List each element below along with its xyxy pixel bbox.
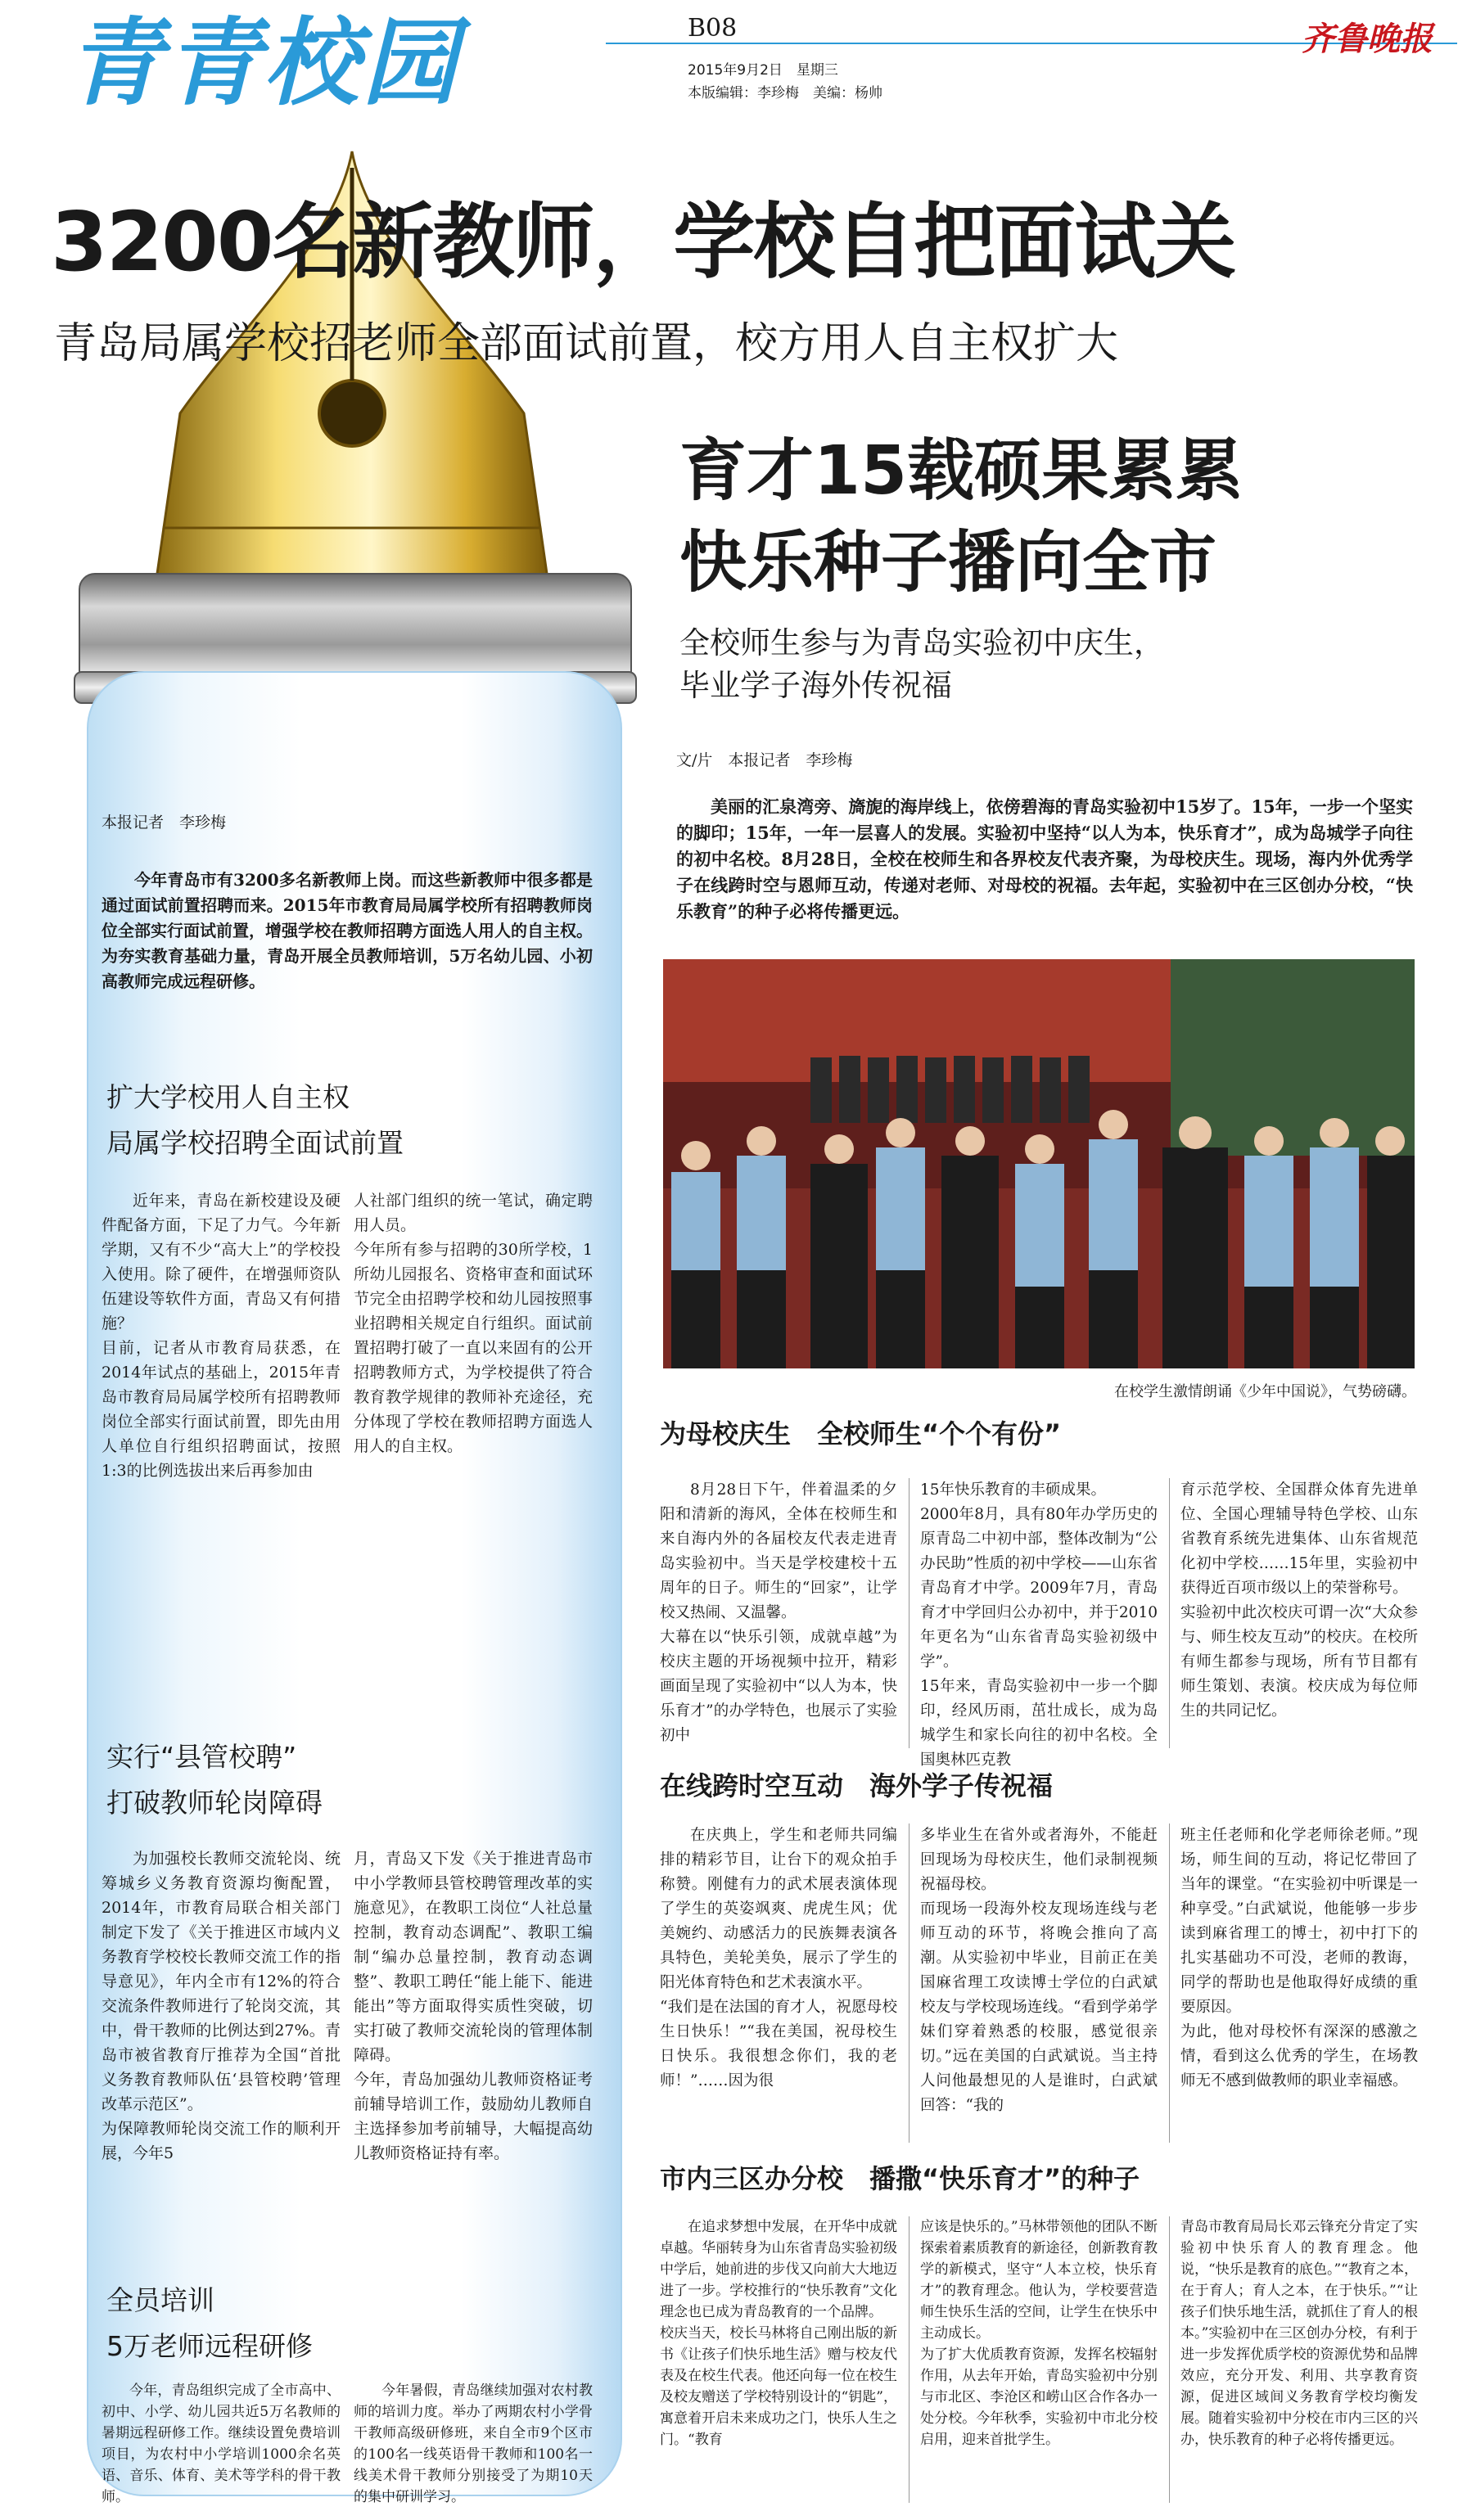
column-divider xyxy=(1169,2216,1170,2503)
main-subhead: 青岛局属学校招老师全部面试前置，校方用人自主权扩大 xyxy=(54,319,1119,368)
main-headline: 3200名新教师，学校自把面试关 xyxy=(51,194,1235,290)
right-sec3-col-a: 在追求梦想中发展，在开华中成就卓越。华丽转身为山东省青岛实验初级中学后，她前进的步伐又向前大大地迈进了一步。学校推行的“快乐教育”文化理念也已成为青岛教育的一个品牌。 校庆当天，校长马林将自己刚出版的新书《让孩子们快乐地生活》赠与校友代表及在校生代表。他还向每一位在校生及校友赠送了学校特别设计的“钥匙”，寓意着开启未来成功之门，快乐人生之门。“教育 xyxy=(660,2219,897,2448)
right-headline-line1: 育才15载硕果累累 xyxy=(679,432,1244,510)
left-lead: 今年青岛市有3200多名新教师上岗。而这些新教师中很多都是通过面试前置招聘而来。2015年市教育局局属学校所有招聘教师岗位全部实行面试前置，增强学校在教师招聘方面选人用人的自主权。为夯实教育基础力量，青岛开展全员教师培训，5万名幼儿园、小初高教师完成远程研修。 xyxy=(102,870,593,991)
editors-line: 本版编辑：李珍梅 美编：杨帅 xyxy=(688,85,882,101)
stage-photo xyxy=(663,959,1415,1368)
right-sec2-col-a: 在庆典上，学生和老师共同编排的精彩节目，让台下的观众拍手称赞。刚健有力的武术展表演体现了学生的英姿飒爽、虎虎生风；优美婉约、动感活力的民族舞表演各具特色，美轮美奂，展示了学生的阳光体育特色和艺术表演水平。 “我们是在法国的育才人，祝愿母校生日快乐！”“我在美国，祝母校生日快乐。我很想念你们，我的老师！”……因为很 xyxy=(660,1827,897,2089)
left-sec2-heading-2: 打破教师轮岗障碍 xyxy=(106,1787,323,1819)
left-sec1-heading-2: 局属学校招聘全面试前置 xyxy=(106,1127,404,1159)
left-byline: 本报记者 李珍梅 xyxy=(102,814,227,832)
left-sec3-heading-1: 全员培训 xyxy=(106,2284,214,2316)
right-sec2-col-c: 班主任老师和化学老师徐老师。”现场，师生间的互动，将记忆带回了当年的课堂。“在实验初中听课是一种享受。”白武斌说，他能够一步步读到麻省理工的博士，初中打下的扎实基础功不可没，老师的教诲，同学的帮助也是他取得好成绩的重要原因。 为此，他对母校怀有深深的感激之情，看到这么优秀的学生，在场教师无不感到做教师的职业幸福感。 xyxy=(1180,1827,1418,2089)
right-sec3-heading: 市内三区办分校 播撒“快乐育才”的种子 xyxy=(660,2163,1140,2194)
right-intro: 美丽的汇泉湾旁、旖旎的海岸线上，依傍碧海的青岛实验初中15岁了。15年，一步一个坚实的脚印；15年，一年一层喜人的发展。实验初中坚持“以人为本，快乐育才”，成为岛城学子向往的初中名校。8月28日，全校在校师生和各界校友代表齐聚，为母校庆生。现场，海内外优秀学子在线跨时空与恩师互动，传递对老师、对母校的祝福。去年起，实验初中在三区创办分校，“快乐教育”的种子必将传播更远。 xyxy=(676,796,1413,922)
right-sec1-col-a: 8月28日下午，伴着温柔的夕阳和清新的海风，全体在校师生和来自海内外的各届校友代表走进青岛实验初中。当天是学校建校十五周年的日子。师生的“回家”，让学校又热闹、又温馨。 大幕在以“快乐引领，成就卓越”为校庆主题的开场视频中拉开，精彩画面呈现了实验初中“以人为本，快乐育才”的办学特色，也展示了实验初中 xyxy=(660,1481,897,1744)
left-sec1-col-a: 近年来，青岛在新校建设及硬件配备方面，下足了力气。今年新学期，又有不少“高大上”的学校投入使用。除了硬件，在增强师资队伍建设等软件方面，青岛又有何措施？ 目前，记者从市教育局获悉，在2014年试点的基础上，2015年青岛市教育局局属学校所有招聘教师岗位全部实行面试前置，即先由用人单位自行组织招聘面试，按照1:3的比例选拔出来后再参加由 xyxy=(102,1192,341,1480)
section-title: 青青校园 xyxy=(67,8,460,119)
right-sec2-heading: 在线跨时空互动 海外学子传祝福 xyxy=(660,1770,1054,1801)
left-sec3-heading-2: 5万老师远程研修 xyxy=(106,2330,313,2362)
page-code: B08 xyxy=(688,14,738,43)
left-sec2-heading-1: 实行“县管校聘” xyxy=(106,1741,297,1773)
column-divider xyxy=(1169,1824,1170,2143)
right-sec1-col-c: 育示范学校、全国群众体育先进单位、全国心理辅导特色学校、山东省教育系统先进集体、山东省规范化初中学校……15年里，实验初中获得近百项市级以上的荣誉称号。 实验初中此次校庆可谓一次“大众参与、师生校友互动”的校庆。在校所有师生都参与现场，所有节目都有师生策划、表演。校庆成为每位师生的共同记忆。 xyxy=(1180,1481,1418,1720)
left-sec1-heading-1: 扩大学校用人自主权 xyxy=(106,1081,350,1113)
newspaper-logo: 齐鲁晚报 xyxy=(1302,20,1433,58)
column-divider xyxy=(909,2216,910,2503)
column-divider xyxy=(909,1824,910,2143)
right-sec1-heading: 为母校庆生 全校师生“个个有份” xyxy=(660,1418,1062,1449)
right-byline: 文/片 本报记者 李珍梅 xyxy=(676,751,853,769)
right-subhead-line2: 毕业学子海外传祝福 xyxy=(679,668,952,703)
date-line: 2015年9月2日 星期三 xyxy=(688,62,838,79)
right-subhead-line1: 全校师生参与为青岛实验初中庆生， xyxy=(679,625,1164,660)
left-sec1-col-b: 人社部门组织的统一笔试，确定聘用人员。 今年所有参与招聘的30所学校，1所幼儿园报名、资格审查和面试环节完全由招聘学校和幼儿园按照事业招聘相关规定自行组织。面试前置招聘打破了一直以来固有的公开招聘教师方式，为学校提供了符合教育教学规律的教师补充途径，充分体现了学校在教师招聘方面选人用人的自主权。 xyxy=(354,1192,593,1455)
left-sec2-col-a: 为加强校长教师交流轮岗、统筹城乡义务教育资源均衡配置，2014年，市教育局联合相关部门制定下发了《关于推进区市域内义务教育学校校长教师交流工作的指导意见》，年内全市有12%的符合交流条件教师进行了轮岗交流，其中，骨干教师的比例达到27%。青岛市被省教育厅推荐为全国“首批义务教育教师队伍‘县管校聘’管理改革示范区”。 为保障教师轮岗交流工作的顺利开展，今年5 xyxy=(102,1850,341,2162)
photo-caption: 在校学生激情朗诵《少年中国说》，气势磅礴。 xyxy=(1114,1383,1416,1400)
left-sec3-col-a: 今年，青岛组织完成了全市高中、初中、小学、幼儿园共近5万名教师的暑期远程研修工作。继续设置免费培训项目，为农村中小学培训1000余名英语、音乐、体育、美术等学科的骨干教师。 xyxy=(102,2383,341,2505)
column-divider xyxy=(909,1478,910,1748)
right-sec2-col-b: 多毕业生在省外或者海外，不能赶回现场为母校庆生，他们录制视频祝福母校。 而现场一段海外校友现场连线与老师互动的环节，将晚会推向了高潮。从实验初中毕业，目前正在美国麻省理工攻读博士学位的白武斌校友与学校现场连线。“看到学弟学妹们穿着熟悉的校服，感觉很亲切。”远在美国的白武斌说。当主持人问他最想见的人是谁时，白武斌回答：“我的 xyxy=(920,1827,1158,2114)
right-sec3-col-b: 应该是快乐的。”马林带领他的团队不断探索着素质教育的新途径，创新教育教学的新模式，坚守“人本立校，快乐育才”的教育理念。他认为，学校要营造师生快乐生活的空间，让学生在快乐中主动成长。 为了扩大优质教育资源，发挥名校辐射作用，从去年开始，青岛实验初中分别与市北区、李沧区和崂山区合作各办一处分校。今年秋季，实验初中市北分校启用，迎来首批学生。 xyxy=(920,2219,1158,2448)
left-sec3-col-b: 今年暑假，青岛继续加强对农村教师的培训力度。举办了两期农村小学骨干教师高级研修班，来自全市9个区市的100名一线英语骨干教师和100名一线美术骨干教师分别接受了为期10天的集中研训学习。 xyxy=(354,2383,593,2505)
right-subhead xyxy=(679,622,1164,707)
right-headline-line2: 快乐种子播向全市 xyxy=(679,524,1217,602)
column-divider xyxy=(1169,1478,1170,1748)
right-sec1-col-b: 15年快乐教育的丰硕成果。 2000年8月，具有80年办学历史的原青岛二中初中部，整体改制为“公办民助”性质的初中学校——山东省青岛育才中学。2009年7月，青岛育才中学回归公办初中，并于2010年更名为“山东省青岛实验初级中学”。 15年来，青岛实验初中一步一个脚印，经风历雨，茁壮成长，成为岛城学生和家长向往的初中名校。全国奥林匹克教 xyxy=(920,1481,1158,1769)
left-sec2-col-b: 月，青岛又下发《关于推进青岛市中小学教师县管校聘管理改革的实施意见》，在教职工岗位“人社总量控制，教育动态调配”、教职工编制“编办总量控制，教育动态调整”、教职工聘任“能上能下、能进能出”等方面取得实质性突破，切实打破了教师交流轮岗的管理体制障碍。 今年，青岛加强幼儿教师资格证考前辅导培训工作，鼓励幼儿教师自主选择参加考前辅导，大幅提高幼儿教师资格证持有率。 xyxy=(354,1850,593,2162)
right-headline xyxy=(679,426,1243,609)
right-sec3-col-c: 青岛市教育局局长邓云锋充分肯定了实验初中快乐育人的教育理念。他说，“快乐是教育的底色。”“教育之本，在于育人；育人之本，在于快乐。”“让孩子们快乐地生活，就抓住了育人的根本。”实验初中在三区创办分校，有利于进一步发挥优质学校的资源优势和品牌效应，充分开发、利用、共享教育资源，促进区域间义务教育学校均衡发展。随着实验初中分校在市内三区的兴办，快乐教育的种子必将传播更远。 xyxy=(1180,2219,1418,2448)
